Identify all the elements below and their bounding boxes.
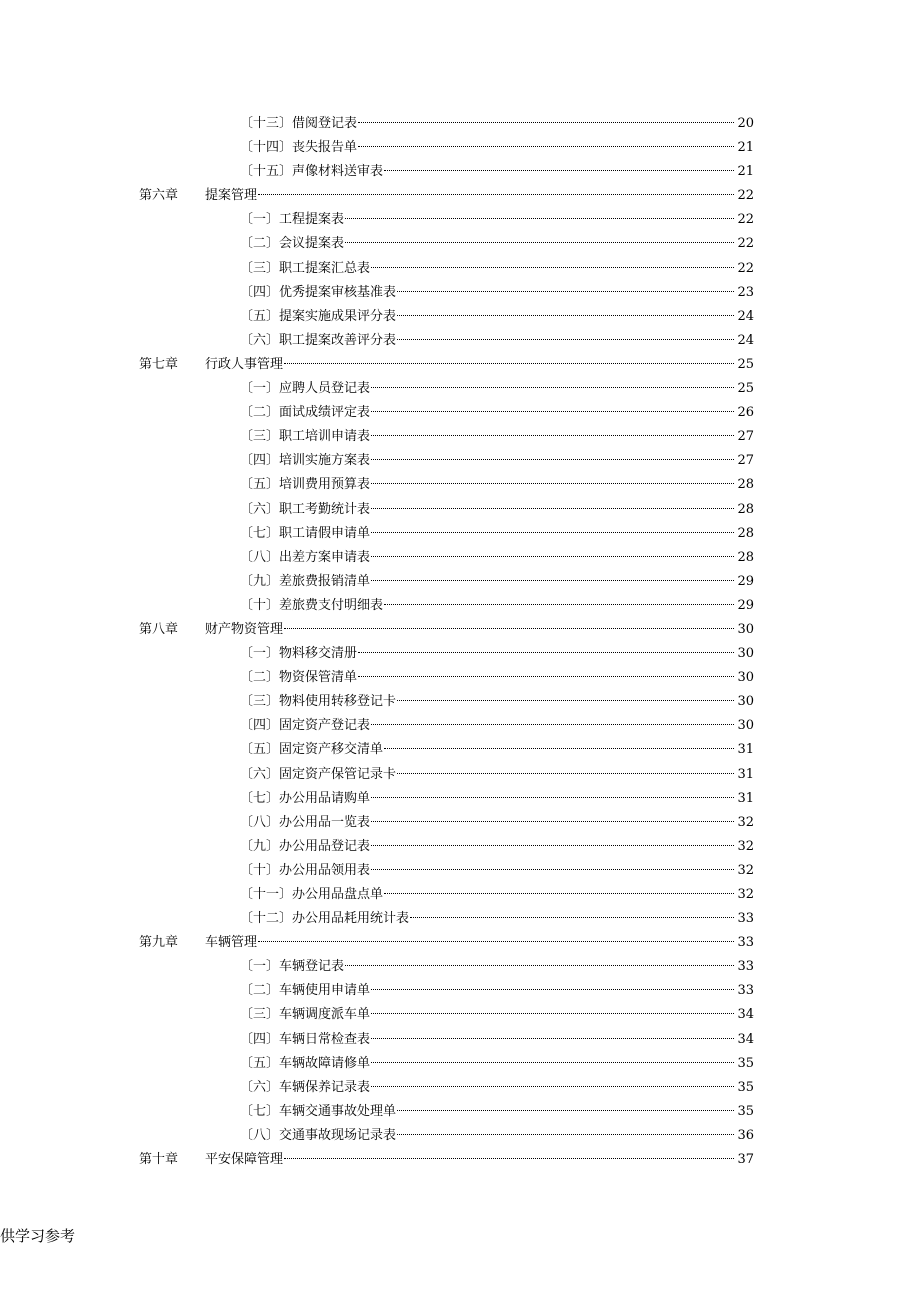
- dot-leader: [397, 1110, 734, 1111]
- page-number: 33: [737, 959, 754, 975]
- page-number: 33: [737, 911, 754, 927]
- toc-section-entry[interactable]: [0, 955, 920, 979]
- toc-section-entry[interactable]: [0, 690, 920, 714]
- dot-leader: [371, 1013, 734, 1014]
- page-number: 28: [737, 501, 754, 517]
- entry-title: 平安保障管理: [205, 1152, 284, 1168]
- page-number: 36: [737, 1127, 754, 1143]
- entry-title: 〔二〕面试成绩评定表: [240, 405, 371, 421]
- dot-leader: [371, 1062, 734, 1063]
- entry-title: 〔五〕固定资产移交清单: [240, 742, 384, 758]
- entry-title: 〔一〕工程提案表: [240, 212, 345, 228]
- toc-section-entry[interactable]: [0, 835, 920, 859]
- page-number: 25: [737, 381, 754, 397]
- dot-leader: [358, 676, 734, 677]
- page-number: 32: [737, 814, 754, 830]
- page-number: 33: [737, 983, 754, 999]
- dot-leader: [371, 989, 734, 990]
- toc-section-entry[interactable]: [0, 1003, 920, 1027]
- toc-section-entry[interactable]: [0, 160, 920, 184]
- entry-title: 〔六〕职工提案改善评分表: [240, 332, 397, 348]
- entry-title: 〔十四〕丧失报告单: [240, 140, 358, 156]
- dot-leader: [358, 652, 734, 653]
- toc-section-entry[interactable]: [0, 305, 920, 329]
- entry-title: 财产物资管理: [205, 621, 284, 637]
- entry-title: 〔一〕应聘人员登记表: [240, 381, 371, 397]
- dot-leader: [371, 821, 734, 822]
- page-number: 31: [737, 790, 754, 806]
- page-number: 31: [737, 742, 754, 758]
- entry-title: 〔三〕车辆调度派车单: [240, 1007, 371, 1023]
- table-of-contents: [0, 112, 920, 1172]
- page-number: 30: [737, 621, 754, 637]
- toc-section-entry[interactable]: [0, 763, 920, 787]
- dot-leader: [345, 965, 734, 966]
- page-number: 34: [737, 1031, 754, 1047]
- page-number: 20: [737, 116, 754, 131]
- toc-section-entry[interactable]: [0, 570, 920, 594]
- dot-leader: [345, 242, 734, 243]
- entry-title: 〔一〕物料移交清册: [240, 646, 358, 662]
- toc-section-entry[interactable]: [0, 738, 920, 762]
- page-footer: 供学习参考: [0, 1227, 76, 1245]
- page-number: 23: [737, 284, 754, 300]
- page-number: 30: [737, 646, 754, 662]
- toc-section-entry[interactable]: [0, 811, 920, 835]
- toc-chapter-entry[interactable]: [0, 184, 920, 208]
- toc-section-entry[interactable]: [0, 112, 920, 136]
- dot-leader: [345, 218, 734, 219]
- entry-title: 〔七〕职工请假申请单: [240, 525, 371, 541]
- dot-leader: [371, 556, 734, 557]
- entry-title: 〔二〕车辆使用申请单: [240, 983, 371, 999]
- dot-leader: [371, 797, 734, 798]
- dot-leader: [371, 483, 734, 484]
- dot-leader: [284, 363, 734, 364]
- toc-section-entry[interactable]: [0, 232, 920, 256]
- toc-section-entry[interactable]: [0, 136, 920, 160]
- entry-title: 〔五〕车辆故障请修单: [240, 1055, 371, 1071]
- dot-leader: [371, 1086, 734, 1087]
- toc-chapter-entry[interactable]: [0, 353, 920, 377]
- dot-leader: [358, 122, 734, 123]
- chapter-number: 第八章: [139, 621, 179, 637]
- dot-leader: [284, 1158, 734, 1159]
- entry-title: 〔十二〕办公用品耗用统计表: [240, 911, 410, 927]
- page-number: 37: [737, 1152, 754, 1168]
- dot-leader: [284, 628, 734, 629]
- dot-leader: [397, 315, 734, 316]
- page-number: 27: [737, 453, 754, 469]
- entry-title: 〔十五〕声像材料送审表: [240, 164, 384, 180]
- entry-title: 〔七〕办公用品请购单: [240, 790, 371, 806]
- dot-leader: [371, 387, 734, 388]
- dot-leader: [258, 194, 734, 195]
- toc-chapter-entry[interactable]: [0, 618, 920, 642]
- toc-section-entry[interactable]: [0, 1076, 920, 1100]
- page-number: 26: [737, 405, 754, 421]
- dot-leader: [397, 339, 734, 340]
- dot-leader: [384, 748, 734, 749]
- dot-leader: [397, 291, 734, 292]
- page-number: 22: [737, 188, 754, 204]
- toc-section-entry[interactable]: [0, 377, 920, 401]
- entry-title: 〔七〕车辆交通事故处理单: [240, 1103, 397, 1119]
- chapter-number: 第六章: [139, 188, 179, 204]
- dot-leader: [371, 532, 734, 533]
- entry-title: 〔八〕办公用品一览表: [240, 814, 371, 830]
- chapter-number: 第十章: [139, 1152, 179, 1168]
- page-number: 32: [737, 887, 754, 902]
- entry-title: 〔四〕优秀提案审核基准表: [240, 284, 397, 300]
- toc-section-entry[interactable]: [0, 1052, 920, 1076]
- dot-leader: [371, 1038, 734, 1039]
- dot-leader: [358, 146, 734, 147]
- entry-title: 〔六〕职工考勤统计表: [240, 501, 371, 517]
- dot-leader: [384, 893, 734, 894]
- toc-section-entry[interactable]: [0, 1124, 920, 1148]
- toc-section-entry[interactable]: [0, 1028, 920, 1052]
- toc-section-entry[interactable]: [0, 666, 920, 690]
- page-number: 35: [737, 1103, 754, 1119]
- toc-section-entry[interactable]: [0, 859, 920, 883]
- dot-leader: [397, 700, 734, 701]
- dot-leader: [371, 869, 734, 870]
- page-number: 21: [737, 164, 754, 180]
- page-number: 28: [737, 549, 754, 565]
- page-number: 27: [737, 429, 754, 445]
- toc-chapter-entry[interactable]: [0, 931, 920, 955]
- entry-title: 〔六〕车辆保养记录表: [240, 1079, 371, 1095]
- page-number: 24: [737, 308, 754, 324]
- toc-section-entry[interactable]: [0, 787, 920, 811]
- page-number: 35: [737, 1055, 754, 1071]
- dot-leader: [371, 267, 734, 268]
- entry-title: 〔五〕提案实施成果评分表: [240, 308, 397, 324]
- page-number: 21: [737, 140, 754, 156]
- page-number: 30: [737, 670, 754, 686]
- dot-leader: [384, 604, 734, 605]
- page-number: 24: [737, 332, 754, 348]
- entry-title: 提案管理: [205, 188, 258, 204]
- entry-title: 〔四〕培训实施方案表: [240, 453, 371, 469]
- dot-leader: [371, 724, 734, 725]
- page-number: 32: [737, 838, 754, 854]
- toc-section-entry[interactable]: [0, 522, 920, 546]
- toc-section-entry[interactable]: [0, 329, 920, 353]
- dot-leader: [371, 508, 734, 509]
- entry-title: 〔四〕车辆日常检查表: [240, 1031, 371, 1047]
- toc-section-entry[interactable]: [0, 979, 920, 1003]
- page-number: 25: [737, 356, 754, 372]
- entry-title: 〔十〕差旅费支付明细表: [240, 597, 384, 613]
- entry-title: 〔十一〕办公用品盘点单: [240, 887, 384, 902]
- dot-leader: [371, 411, 734, 412]
- page-number: 31: [737, 766, 754, 782]
- dot-leader: [258, 941, 734, 942]
- dot-leader: [397, 1134, 734, 1135]
- entry-title: 〔四〕固定资产登记表: [240, 718, 371, 734]
- page-number: 34: [737, 1007, 754, 1023]
- page-number: 35: [737, 1079, 754, 1095]
- entry-title: 〔三〕职工提案汇总表: [240, 260, 371, 276]
- toc-section-entry[interactable]: [0, 281, 920, 305]
- chapter-number: 第九章: [139, 935, 179, 951]
- entry-title: 车辆管理: [205, 935, 258, 951]
- page-number: 22: [737, 212, 754, 228]
- entry-title: 行政人事管理: [205, 356, 284, 372]
- page-number: 29: [737, 597, 754, 613]
- toc-section-entry[interactable]: [0, 1100, 920, 1124]
- toc-section-entry[interactable]: [0, 498, 920, 522]
- toc-section-entry[interactable]: [0, 425, 920, 449]
- dot-leader: [371, 459, 734, 460]
- dot-leader: [371, 845, 734, 846]
- toc-section-entry[interactable]: [0, 401, 920, 425]
- toc-section-entry[interactable]: [0, 257, 920, 281]
- toc-section-entry[interactable]: [0, 208, 920, 232]
- entry-title: 〔一〕车辆登记表: [240, 959, 345, 975]
- page-number: 22: [737, 236, 754, 252]
- entry-title: 〔五〕培训费用预算表: [240, 477, 371, 493]
- page-number: 30: [737, 718, 754, 734]
- dot-leader: [397, 773, 734, 774]
- toc-section-entry[interactable]: [0, 546, 920, 570]
- entry-title: 〔十〕办公用品领用表: [240, 862, 371, 878]
- entry-title: 〔十三〕借阅登记表: [240, 116, 358, 131]
- page-number: 30: [737, 694, 754, 710]
- toc-section-entry[interactable]: [0, 883, 920, 907]
- toc-section-entry[interactable]: [0, 449, 920, 473]
- dot-leader: [371, 435, 734, 436]
- entry-title: 〔八〕出差方案申请表: [240, 549, 371, 565]
- page-number: 29: [737, 573, 754, 589]
- toc-section-entry[interactable]: [0, 907, 920, 931]
- dot-leader: [371, 580, 734, 581]
- page-number: 32: [737, 862, 754, 878]
- entry-title: 〔三〕物料使用转移登记卡: [240, 694, 397, 710]
- entry-title: 〔六〕固定资产保管记录卡: [240, 766, 397, 782]
- page-number: 22: [737, 260, 754, 276]
- toc-section-entry[interactable]: [0, 714, 920, 738]
- entry-title: 〔二〕物资保管清单: [240, 670, 358, 686]
- chapter-number: 第七章: [139, 356, 179, 372]
- toc-section-entry[interactable]: [0, 642, 920, 666]
- entry-title: 〔三〕职工培训申请表: [240, 429, 371, 445]
- entry-title: 〔二〕会议提案表: [240, 236, 345, 252]
- toc-chapter-entry[interactable]: [0, 1148, 920, 1172]
- entry-title: 〔九〕差旅费报销清单: [240, 573, 371, 589]
- page-number: 33: [737, 935, 754, 951]
- toc-section-entry[interactable]: [0, 473, 920, 497]
- entry-title: 〔九〕办公用品登记表: [240, 838, 371, 854]
- page-number: 28: [737, 525, 754, 541]
- dot-leader: [384, 170, 734, 171]
- entry-title: 〔八〕交通事故现场记录表: [240, 1127, 397, 1143]
- page-number: 28: [737, 477, 754, 493]
- dot-leader: [410, 917, 734, 918]
- toc-section-entry[interactable]: [0, 594, 920, 618]
